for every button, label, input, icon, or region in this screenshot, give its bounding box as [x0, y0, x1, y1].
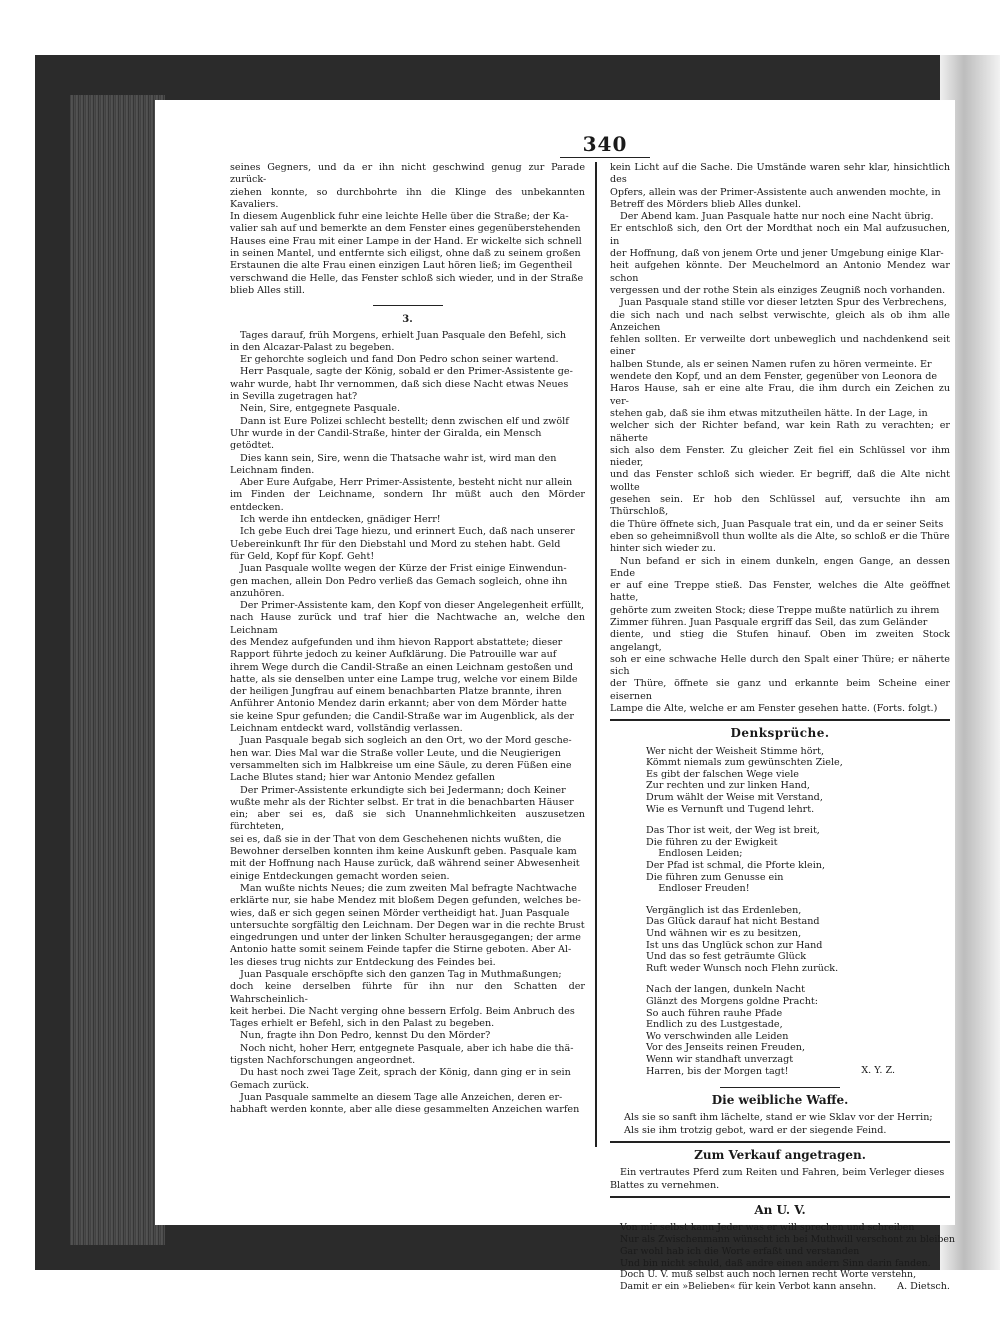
paragraph: Tages darauf, früh Morgens, erhielt Juan Pasquale den Befehl, sich in den Alcazar-Palast zu begeben. [230, 329, 567, 353]
book-page-edges [70, 95, 165, 1245]
advertisement-text: Ein vertrautes Pferd zum Reiten und Fahren, beim Verleger dieses Blattes zu vernehmen. [610, 1167, 945, 1191]
poem-last-stanza-wrapper [610, 984, 950, 1077]
paragraph: Herr Pasquale, sagte der König, sobald er den Primer-Assistente ge- wahr wurde, habt Ihr vernommen, daß sich diese Nacht etwas Neues in Sevilla zugetragen hat? [230, 366, 573, 403]
paragraph: Nun, fragte ihn Don Pedro, kennst Du den Mörder? [240, 1030, 491, 1042]
paragraph: Ich werde ihn entdecken, gnädiger Herr! [240, 514, 441, 526]
paragraph: Der Abend kam. Juan Pasquale hatte nur noch eine Nacht übrig. Er entschloß sich, den Ort der Mordthat noch ein Mal aufzusuchen, in der Hoffnung, daß von jenem Orte und jener Umgebung einige Klar- heit aufgehen könnte. Der Meuchelmord an Antonio Mendez war schon vergessen und der rothe Stein als einziges Zeugniß noch vorhanden. [610, 211, 950, 296]
paragraph: Nun befand er sich in einem dunkeln, engen Gange, an dessen Ende er auf eine Treppe stieß. Das Fenster, welches die Alte geöffnet hatte, gehörte zum zweiten Stock; diese Treppe mußte natürlich zu ihrem Zimmer führen. Juan Pasquale ergriff das Seil, das zum Geländer diente, und stieg die Stufen hinauf. Oben im zweiten Stock angelangt, soh er eine schwache Helle durch den Spalt einer Thüre; er näherte sich der Thüre, öffnete sie ganz und erkannte beim Scheine einer eisernen Lampe die Alte, welche er am Fenster gesehen hatte. (Forts. folgt.) [610, 555, 950, 715]
paragraph: kein Licht auf die Sache. Die Umstände waren sehr klar, hinsichtlich des Opfers, allein was der Primer-Assistente auch anwenden mochte, in Betreff des Mörders blieb Alles dunkel. [610, 162, 950, 210]
opening-paragraph: seines Gegners, und da er ihn nicht geschwind genug zur Parade zurück- ziehen konnte, so durchbohrte ihn die Klinge des unbekannten Kavaliers. In diesem Augenblick fuhr eine leichte Helle über die Straße; der Ka- valier sah auf und bemerkte an dem Fenster eines gegenüberstehenden Hauses eine Frau mit einer Lampe in der Hand. Er wickelte sich schnell in seinen Mantel, und entfernte sich eiligst, ohne daß zu seinem großen Erstaunen die alte Frau einen einzigen Laut hören ließ; im Gegentheil verschwand die Helle, das Fenster schloß sich wieder, und in der Straße blieb Alles still. [230, 162, 585, 296]
paragraph: Juan Pasquale begab sich sogleich an den Ort, wo der Mord gesche- hen war. Dies Mal war die Straße voller Leute, und die Neugierigen versammelten sich im Halbkreise um eine Säule, zu deren Füßen eine Lache Blutes stand; hier war Antonio Mendez gefallen [230, 735, 572, 784]
paragraph: Dies kann sein, Sire, wenn die Thatsache wahr ist, wird man den Leichnam finden. [230, 452, 557, 476]
poem-stanza: Wer nicht der Weisheit Stimme hört, Kömmt niemals zum gewünschten Ziele, Es gibt der falschen Wege viele Zur rechten und zur linken Hand, Drum wählt der Weise mit Verstand, Wie es Vernunft und Tugend lehrt. [646, 745, 843, 815]
paragraph: Dann ist Eure Polizei schlecht bestellt; denn zwischen elf und zwölf Uhr wurde in der Candil-Straße, hinter der Giralda, ein Mensch getödtet. [230, 415, 569, 452]
denkspruche-heading: Denksprüche. [730, 726, 830, 741]
paragraph: Der Primer-Assistente erkundigte sich bei Jedermann; doch Keiner wußte mehr als der Richter selbst. Er trat in die benachbarten Häuser ein; aber sei es, daß sie sich Unannehmlichkeiten auszusetzen fürchteten, sei es, daß sie in der That von dem Geschehenen nichts wußten, die Bewohner derselben konnten ihm keine Auskunft geben. Pasquale kam mit der Hoffnung nach Hause zurück, daß während seiner Abwesenheit einige Entdeckungen gemacht worden seien. [230, 784, 585, 882]
weibliche-waffe-heading: Die weibliche Waffe. [711, 1093, 849, 1108]
section-rule [720, 1087, 840, 1088]
paragraph: Juan Pasquale wollte wegen der Kürze der Frist einige Einwendun- gen machen, allein Don Pedro verließ das Gemach sogleich, ohne ihn anzuhören. [230, 563, 568, 599]
paragraph: Aber Eure Aufgabe, Herr Primer-Assistente, besteht nicht nur allein im Finden der Leichname, sondern Ihr müßt auch den Mörder entdecken. [230, 477, 585, 513]
an-uv-text: Von mir selbst kann Jeder was er will sprechen und schreiben Nur als Zwischenmann wünscht ich bei Muthwill verschont zu bleiben Gar wohl hab ich die Worte erfaßt und verstanden Und bin nicht schuld, daß andre einen andern Sinn darin fanden. Doch U. V. muß selbst auch noch lernen recht Worte verstehn, Damit er ein »Belieben« für kein Verbot kann ansehn. [620, 1222, 955, 1293]
poem-signature: X. Y. Z. [861, 1064, 895, 1076]
an-uv-signature: A. Dietsch. [897, 1280, 950, 1292]
paragraph: Du hast noch zwei Tage Zeit, sprach der König, dann ging er in sein Gemach zurück. [230, 1067, 571, 1091]
left-column [230, 162, 585, 1172]
section-rule [610, 719, 950, 721]
section-number: 3. [402, 314, 413, 326]
paragraph: Ich gebe Euch drei Tage hiezu, und erinnert Euch, daß nach unserer Uebereinkunft Ihr für den Diebstahl und Mord zu stehen habt. Geld für Geld, Kopf für Kopf. Geht! [230, 526, 575, 562]
right-column [610, 162, 955, 1293]
section-rule [610, 1196, 950, 1198]
poem-stanza: Nach der langen, dunkeln Nacht Glänzt des Morgens goldne Pracht: So auch führen rauhe Pfade Endlich zu des Lustgestade, Wo verschwinden alle Leiden Vor des Jenseits reinen Freuden, Wenn wir standhaft unverzagt Harren, bis der Morgen tagt! [646, 984, 818, 1077]
paragraph: Nein, Sire, entgegnete Pasquale. [240, 403, 401, 415]
paragraph: Juan Pasquale sammelte an diesem Tage alle Anzeichen, deren er- habhaft werden konnte, aber alle diese gesammelten Anzeichen warfen [230, 1091, 580, 1116]
verkauf-heading: Zum Verkauf angetragen. [694, 1147, 866, 1162]
paragraph: Man wußte nichts Neues; die zum zweiten Mal befragte Nachtwache erklärte nur, sie habe Mendez mit bloßem Degen gefunden, welches be- wies, daß er sich gegen seinen Mörder vertheidigt hat. Juan Pasquale untersuchte sorgfältig den Leichnam. Der Degen war in die rechte Brust eingedrungen und unter der linken Schulter herausgegangen; der arme Antonio hatte somit seinem Feinde tapfer die Stirne geboten. Aber Al- les dieses trug nichts zur Entdeckung des Feindes bei. [230, 882, 585, 968]
section-rule [610, 1141, 950, 1143]
epigram-text: Als sie so sanft ihm lächelte, stand er wie Sklav vor der Herrin; Als sie ihm trotzig gebot, ward er der siegende Feind. [624, 1112, 933, 1136]
paragraph: Juan Pasquale erschöpfte sich den ganzen Tag in Muthmaßungen; doch keine derselben führte für ihn nur den Schatten der Wahrscheinlich- keit herbei. Die Nacht verging ohne bessern Erfolg. Beim Anbruch des Tages erhielt er Befehl, sich in den Palast zu begeben. [230, 969, 585, 1030]
column-divider [595, 162, 597, 1147]
paragraph: Er gehorchte sogleich und fand Don Pedro schon seiner wartend. [240, 354, 559, 366]
an-uv-heading: An U. V. [754, 1202, 806, 1217]
page-number-rule [560, 157, 650, 158]
page-number: 340 [582, 132, 628, 156]
paragraph: Noch nicht, hoher Herr, entgegnete Pasquale, aber ich habe die thä- tigsten Nachforschungen angeordnet. [230, 1042, 574, 1067]
paragraph: Der Primer-Assistente kam, den Kopf von dieser Angelegenheit erfüllt, nach Hause zurück und traf hier die Nachtwache an, welche den Leichnam des Mendez aufgefunden und ihm hievon Rapport abstattete; dieser Rapport führte jedoch zu keiner Aufklärung. Die Patrouille war auf ihrem Wege durch die Candil-Straße an einen Leichnam gestoßen und hatte, als sie denselben unter eine Lampe trug, welche vor einem Bilde der heiligen Jungfrau auf einem benachbarten Platze brannte, ihren Anführer Antonio Mendez darin erkannt; aber von dem Mörder hatte sie keine Spur gefunden; die Candil-Straße war im Augenblick, als der Leichnam entdeckt ward, vollständig verlassen. [230, 600, 585, 735]
newspaper-page [155, 100, 955, 1293]
poem-stanza: Vergänglich ist das Erdenleben, Das Glück darauf hat nicht Bestand Und wähnen wir es zu besitzen, Ist uns das Unglück schon zur Hand Und das so fest geträumte Glück Ruft weder Wunsch noch Flehn zurück. [646, 904, 839, 974]
poem-stanza: Das Thor ist weit, der Weg ist breit, Die führen zu der Ewigkeit Endlosen Leiden; Der Pfad ist schmal, die Pforte klein, Die führen zum Genusse ein Endloser Freuden! [646, 825, 826, 895]
paragraph: Juan Pasquale stand stille vor dieser letzten Spur des Verbrechens, die sich nach und nach selbst verwischte, gleich als ob ihm alle Anzeichen fehlen sollten. Er verweilte dort unbeweglich und nachdenkend seit einer halben Stunde, als er seinen Namen rufen zu hören vermeinte. Er wendete den Kopf, und an dem Fenster, gegenüber von Leonora de Haros Hause, sah er eine alte Frau, die ihm durch ein Zeichen zu ver- stehen gab, daß sie ihm etwas mitzutheilen hätte. In der Lage, in welcher sich der Richter befand, war kein Rath zu verachten; er näherte sich also dem Fenster. Zu gleicher Zeit fiel ein Schlüssel vor ihm nieder, und das Fenster schloß sich wieder. Er begriff, daß die Alte nicht wollte gesehen sein. Er hob den Schlüssel auf, versuchte ihn am Thürschloß, die Thüre öffnete sich, Juan Pasquale trat ein, und da er seiner Seits eben so geheimnißvoll thun wollte als die Alte, so schloß er die Thüre hinter sich wieder zu. [610, 297, 950, 555]
section-divider [373, 305, 443, 306]
an-uv-wrapper [610, 1222, 955, 1293]
